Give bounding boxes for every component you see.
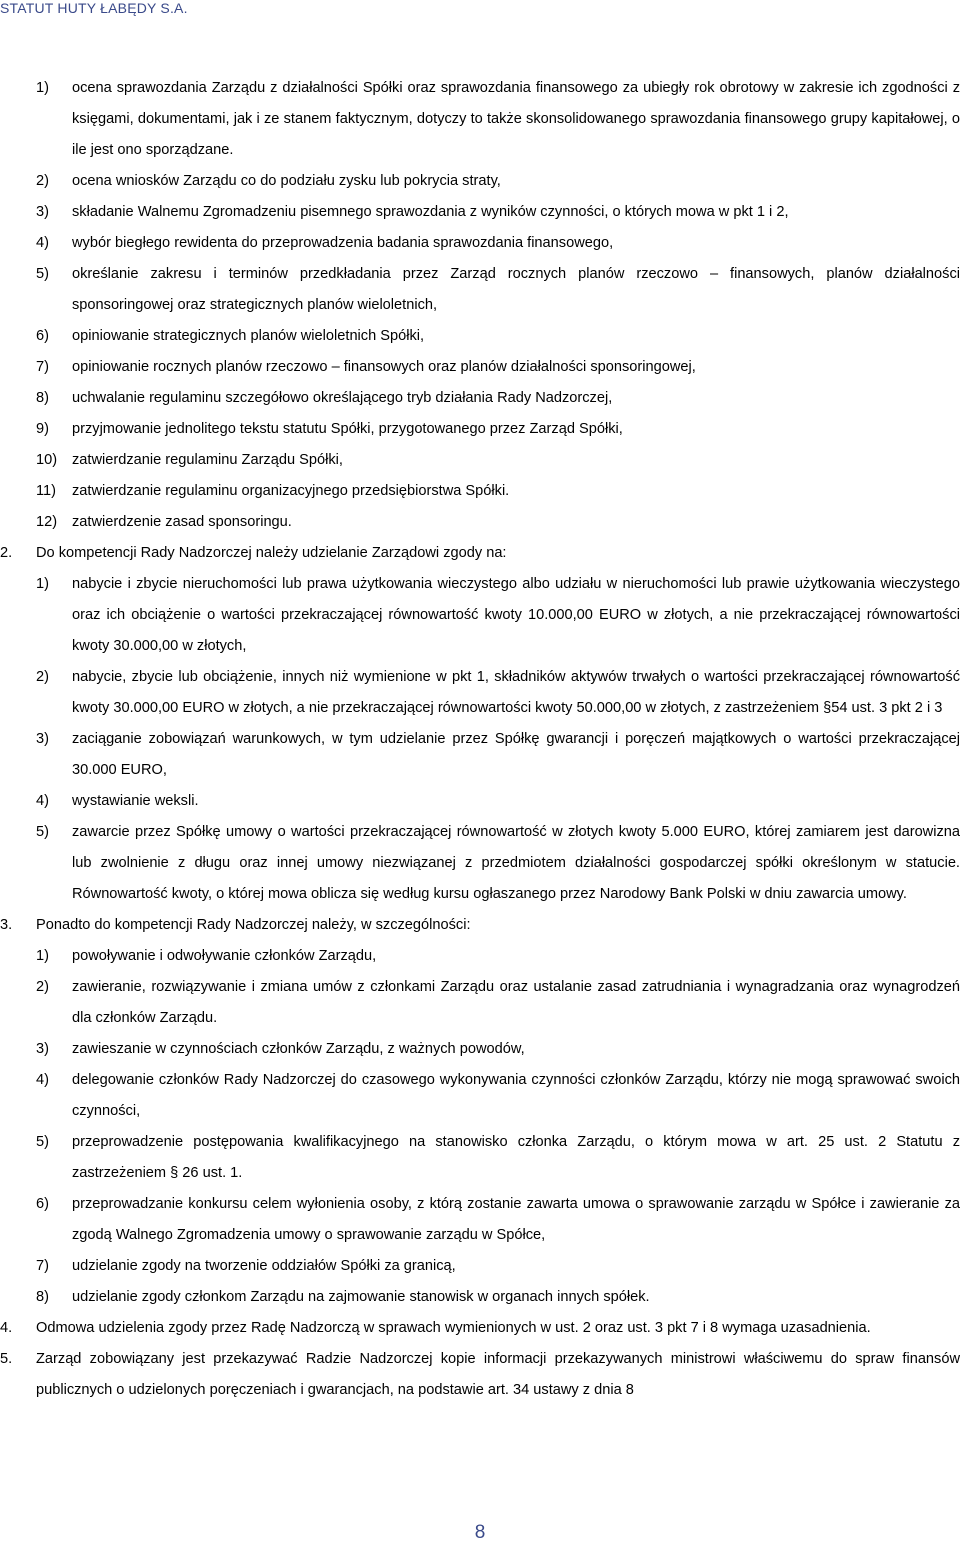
list-item-text: nabycie, zbycie lub obciążenie, innych niż wymienione w pkt 1, składników aktywów trwałych o wartości przekraczającej równowartość kwoty 30.000,00 EURO w złotych, a nie przekraczającej równowartości kwoty 50.000,00 w złotych, z zastrzeżeniem §54 ust. 3 pkt 2 i 3	[72, 669, 960, 716]
list-item-text: wystawianie weksli.	[72, 793, 199, 809]
list-item	[0, 166, 960, 197]
list-item-text: delegowanie członków Rady Nadzorczej do czasowego wykonywania czynności członków Zarządu, którzy nie mogą sprawować swoich czynności,	[72, 1072, 960, 1119]
list-item-number: 5)	[36, 266, 49, 282]
list-item-number: 2)	[36, 979, 49, 995]
list-item	[0, 414, 960, 445]
list-item	[0, 1189, 960, 1251]
list-item-text: określanie zakresu i terminów przedkładania przez Zarząd rocznych planów rzeczowo – finansowych, planów działalności sponsoringowej oraz strategicznych planów wieloletnich,	[72, 266, 960, 313]
list-item-text: przyjmowanie jednolitego tekstu statutu Spółki, przygotowanego przez Zarząd Spółki,	[72, 421, 623, 437]
list-item-number: 4)	[36, 235, 49, 251]
list-item-text: zatwierdzanie regulaminu organizacyjnego przedsiębiorstwa Spółki.	[72, 483, 510, 499]
list-item	[0, 445, 960, 476]
list-item-text: ocena wniosków Zarządu co do podziału zysku lub pokrycia straty,	[72, 173, 501, 189]
list-item-number: 2)	[36, 173, 49, 189]
list-item-number: 7)	[36, 1258, 49, 1274]
list-item	[0, 197, 960, 228]
list-item-number: 4)	[36, 1072, 49, 1088]
list-item-text: powoływanie i odwoływanie członków Zarządu,	[72, 948, 377, 964]
list-item	[0, 73, 960, 166]
list-item-text: zaciąganie zobowiązań warunkowych, w tym udzielanie przez Spółkę gwarancji i poręczeń majątkowych o wartości przekraczającej 30.000 EURO,	[72, 731, 960, 778]
document-body	[0, 73, 960, 1406]
list-item	[0, 817, 960, 910]
list-item-number: 6)	[36, 1196, 49, 1212]
list-item-text: zawieranie, rozwiązywanie i zmiana umów z członkami Zarządu oraz ustalanie zasad zatrudniania i wynagradzania oraz wynagrodzeń dla członków Zarządu.	[72, 979, 960, 1026]
list-item	[0, 786, 960, 817]
list-item-number: 2)	[36, 669, 49, 685]
list-item-number: 11)	[36, 483, 57, 499]
list-item-text: składanie Walnemu Zgromadzeniu pisemnego sprawozdania z wyników czynności, o których mowa w pkt 1 i 2,	[72, 204, 789, 220]
section-number: 3.	[0, 917, 13, 933]
list-item-text: udzielanie zgody na tworzenie oddziałów Spółki za granicą,	[72, 1258, 456, 1274]
list-item-text: zatwierdzanie regulaminu Zarządu Spółki,	[72, 452, 343, 468]
section-number: 4.	[0, 1320, 13, 1336]
list-item-number: 3)	[36, 204, 49, 220]
section-paragraph	[0, 1313, 960, 1344]
list-item	[0, 1282, 960, 1313]
list-item	[0, 383, 960, 414]
list-item-number: 3)	[36, 1041, 49, 1057]
document-header: STATUT HUTY ŁABĘDY S.A.	[0, 0, 188, 16]
list-item-text: przeprowadzenie postępowania kwalifikacyjnego na stanowisko członka Zarządu, o którym mowa w art. 25 ust. 2 Statutu z zastrzeżeniem § 26 ust. 1.	[72, 1134, 960, 1181]
list-item-number: 7)	[36, 359, 49, 375]
list-item-number: 1)	[36, 80, 49, 96]
section-paragraph	[0, 1344, 960, 1406]
list-item	[0, 972, 960, 1034]
list-item	[0, 476, 960, 507]
list-item	[0, 1065, 960, 1127]
list-item-number: 12)	[36, 514, 58, 530]
list-item-number: 3)	[36, 731, 49, 747]
section-number: 2.	[0, 545, 13, 561]
list-item	[0, 321, 960, 352]
section-paragraph	[0, 910, 960, 941]
list-item-text: wybór biegłego rewidenta do przeprowadzenia badania sprawozdania finansowego,	[72, 235, 614, 251]
list-item-number: 4)	[36, 793, 49, 809]
list-item	[0, 941, 960, 972]
section-paragraph	[0, 538, 960, 569]
section-text: Ponadto do kompetencji Rady Nadzorczej należy, w szczególności:	[36, 917, 471, 933]
list-item	[0, 507, 960, 538]
list-item-text: zatwierdzenie zasad sponsoringu.	[72, 514, 292, 530]
list-item-number: 8)	[36, 1289, 49, 1305]
section-text: Zarząd zobowiązany jest przekazywać Radzie Nadzorczej kopie informacji przekazywanych ministrowi właściwemu do spraw finansów publicznych o udzielonych poręczeniach i gwarancjach, na podstawie art. 34 ustawy z dnia 8	[36, 1351, 960, 1398]
list-item-text: przeprowadzanie konkursu celem wyłonienia osoby, z którą zostanie zawarta umowa o sprawowanie zarządu w Spółce i zawieranie za zgodą Walnego Zgromadzenia umowy o sprawowanie zarządu w Spółce,	[72, 1196, 960, 1243]
list-item-text: udzielanie zgody członkom Zarządu na zajmowanie stanowisk w organach innych spółek.	[72, 1289, 650, 1305]
list-item	[0, 1034, 960, 1065]
list-item	[0, 228, 960, 259]
list-item	[0, 352, 960, 383]
list-item-number: 10)	[36, 452, 58, 468]
list-item-text: ocena sprawozdania Zarządu z działalności Spółki oraz sprawozdania finansowego za ubiegły rok obrotowy w zakresie ich zgodności z księgami, dokumentami, jak i ze stanem faktycznym, dotyczy to także skonsolidowanego sprawozdania finansowego grupy kapitałowej, o ile jest ono sporządzane.	[72, 80, 960, 158]
list-item-number: 5)	[36, 1134, 49, 1150]
list-item-text: opiniowanie strategicznych planów wieloletnich Spółki,	[72, 328, 425, 344]
list-item	[0, 1127, 960, 1189]
section-text: Odmowa udzielenia zgody przez Radę Nadzorczą w sprawach wymienionych w ust. 2 oraz ust. 3 pkt 7 i 8 wymaga uzasadnienia.	[36, 1320, 871, 1336]
list-item	[0, 259, 960, 321]
list-item-number: 6)	[36, 328, 49, 344]
list-item-text: zawieszanie w czynnościach członków Zarządu, z ważnych powodów,	[72, 1041, 525, 1057]
list-item	[0, 662, 960, 724]
list-item-text: zawarcie przez Spółkę umowy o wartości przekraczającej równowartość w złotych kwoty 5.000 EURO, której zamiarem jest darowizna lub zwolnienie z długu oraz innej umowy niezwiązanej z przedmiotem działalności gospodarczej spółki określonym w statucie. Równowartość kwoty, o której mowa oblicza się według kursu ogłaszanego przez Narodowy Bank Polski w dniu zawarcia umowy.	[72, 824, 960, 902]
list-item-number: 5)	[36, 824, 49, 840]
list-item-text: opiniowanie rocznych planów rzeczowo – finansowych oraz planów działalności sponsoringowej,	[72, 359, 696, 375]
list-item	[0, 569, 960, 662]
section-text: Do kompetencji Rady Nadzorczej należy udzielanie Zarządowi zgody na:	[36, 545, 507, 561]
list-item-number: 1)	[36, 948, 49, 964]
list-item-text: uchwalanie regulaminu szczegółowo określającego tryb działania Rady Nadzorczej,	[72, 390, 613, 406]
list-item-number: 8)	[36, 390, 49, 406]
list-item	[0, 1251, 960, 1282]
section-number: 5.	[0, 1351, 13, 1367]
list-item-number: 1)	[36, 576, 49, 592]
page-number: 8	[474, 1522, 486, 1543]
list-item	[0, 724, 960, 786]
list-item-text: nabycie i zbycie nieruchomości lub prawa użytkowania wieczystego albo udziału w nieruchomości lub prawie użytkowania wieczystego oraz ich obciążenie o wartości przekraczającej równowartość kwoty 10.000,00 EURO w złotych, a nie przekraczającej równowartości kwoty 30.000,00 w złotych,	[72, 576, 960, 654]
list-item-number: 9)	[36, 421, 49, 437]
